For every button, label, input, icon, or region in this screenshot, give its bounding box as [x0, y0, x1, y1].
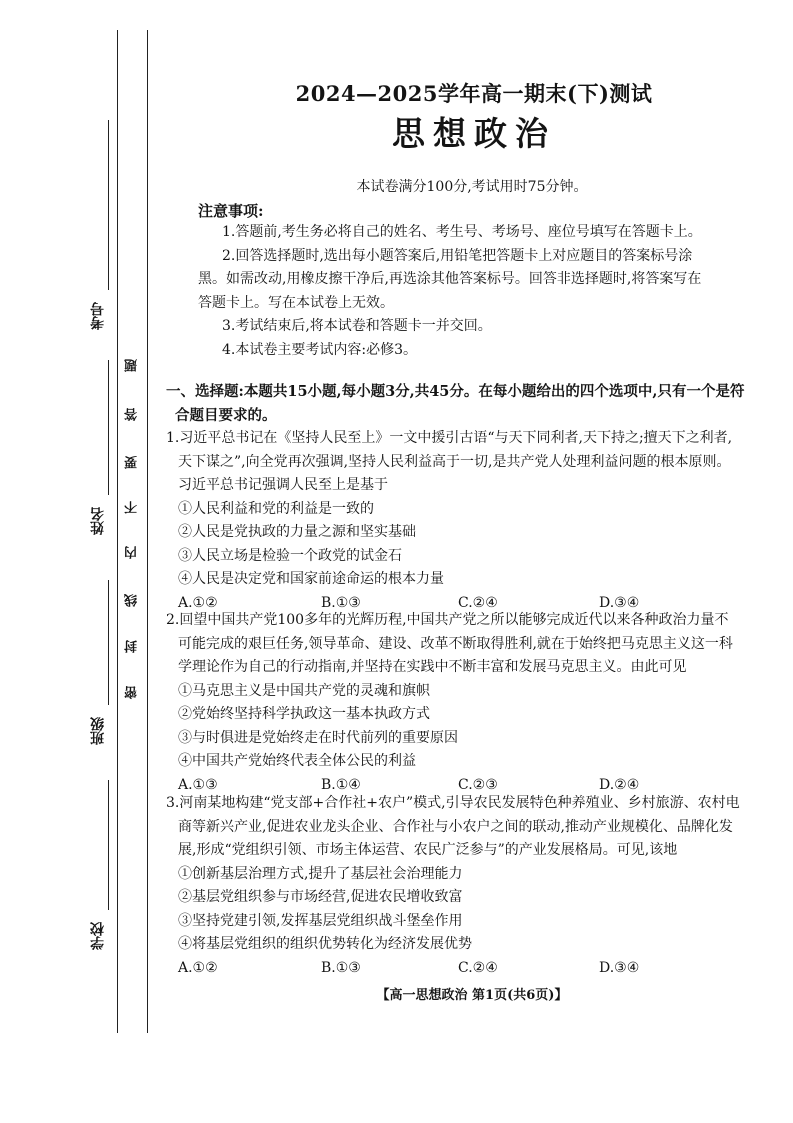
choice-b[interactable]: B.①③: [321, 959, 361, 976]
page-footer: 【高一思想政治 第1页(共6页)】: [376, 988, 568, 1003]
exam-number-underline: [108, 120, 109, 290]
class-underline: [108, 580, 109, 705]
question-stem: 3.河南某地构建“党支部+合作社+农户”模式,引导农民发展特色种养殖业、乡村旅游、农村电: [166, 795, 740, 811]
exam-number-label: 考号: [90, 302, 106, 330]
question-stem: 2.回望中国共产党100多年的光辉历程,中国共产党之所以能够完成近代以来各种政治力量不: [166, 612, 729, 628]
question-option: ①马克思主义是中国共产党的灵魂和旗帜: [178, 682, 430, 699]
question-stem: 学理论作为自己的行动指南,并坚持在实践中不断丰富和发展马克思主义。由此可见: [178, 659, 687, 675]
question-stem: 可能完成的艰巨任务,领导革命、建设、改革不断取得胜利,就在于始终把马克思主义这一科: [178, 635, 733, 652]
class-label: 班级: [90, 717, 106, 745]
exam-meta: 本试卷满分100分,考试用时75分钟。: [356, 179, 588, 195]
choice-c[interactable]: C.②④: [458, 959, 498, 976]
binding-strip: [0, 0, 150, 1123]
binding-line-inner: [147, 30, 148, 1033]
question-stem: 商等新兴产业,促进农业龙头企业、合作社与小农户之间的联动,推动产业规模化、品牌化发: [178, 818, 733, 835]
question-2: [166, 609, 778, 797]
choice-d[interactable]: D.③④: [599, 594, 640, 611]
notice-item-cont: 黑。如需改动,用橡皮擦干净后,再选涂其他答案标号。回答非选择题时,将答案写在: [198, 271, 702, 287]
question-option: ②基层党组织参与市场经营,促进农民增收致富: [178, 889, 463, 905]
question-stem: 展,形成“党组织引领、市场主体运营、农民广泛参与”的产业发展格局。可见,该地: [178, 842, 678, 858]
question-option: ④人民是决定党和国家前途命运的根本力量: [178, 571, 444, 587]
question-option: ①创新基层治理方式,提升了基层社会治理能力: [178, 865, 463, 882]
section-heading: [166, 380, 778, 427]
question-1: [166, 427, 778, 615]
notice-item: 3.考试结束后,将本试卷和答题卡一并交回。: [222, 318, 492, 334]
choice-c[interactable]: C.②③: [458, 776, 498, 793]
school-underline: [108, 780, 109, 910]
notice-item-cont: 答题卡上。写在本试卷上无效。: [198, 294, 394, 311]
seal-char: 线: [125, 594, 140, 607]
choice-a[interactable]: A.①③: [178, 776, 218, 793]
school-label: 学校: [90, 922, 106, 950]
question-option: ③人民立场是检验一个政党的试金石: [178, 547, 402, 564]
exam-title: 2024—2025学年高一期末(下)测试: [295, 81, 653, 106]
name-underline: [108, 360, 109, 495]
seal-char: 不: [125, 501, 140, 514]
question-option: ④将基层党组织的组织优势转化为经济发展优势: [178, 936, 472, 952]
question-option: ③坚持党建引领,发挥基层党组织战斗堡垒作用: [178, 912, 463, 929]
choice-d[interactable]: D.②④: [599, 776, 640, 793]
question-option: ④中国共产党始终代表全体公民的利益: [178, 753, 416, 769]
choice-b[interactable]: B.①④: [321, 776, 361, 793]
seal-char: 要: [125, 456, 140, 469]
choice-b[interactable]: B.①③: [321, 594, 361, 611]
question-stem: 习近平总书记强调人民至上是基于: [178, 477, 388, 493]
seal-char: 题: [125, 359, 140, 372]
question-option: ③与时俱进是党始终走在时代前列的重要原因: [178, 729, 458, 746]
question-option: ①人民利益和党的利益是一致的: [178, 500, 374, 517]
section-heading-line: 合题目要求的。: [175, 406, 277, 424]
section-heading-line: 一、选择题:本题共15小题,每小题3分,共45分。在每小题给出的四个选项中,只有一个是符: [166, 383, 745, 400]
notice-item: 2.回答选择题时,选出每小题答案后,用铅笔把答题卡上对应题目的答案标号涂: [222, 247, 693, 264]
exam-number-field[interactable]: [86, 120, 112, 330]
question-3: [166, 792, 778, 980]
question-option: ②人民是党执政的力量之源和坚实基础: [178, 524, 416, 540]
choice-a[interactable]: A.①②: [178, 959, 218, 976]
school-field[interactable]: [86, 780, 112, 950]
name-field[interactable]: [86, 360, 112, 535]
seal-char: 内: [125, 546, 140, 559]
question-option: ②党始终坚持科学执政这一基本执政方式: [178, 706, 430, 722]
seal-char: 密: [125, 686, 140, 699]
notice-item: 4.本试卷主要考试内容:必修3。: [222, 341, 417, 358]
choice-c[interactable]: C.②④: [458, 594, 498, 611]
seal-char: 答: [125, 408, 140, 421]
choice-d[interactable]: D.③④: [599, 959, 640, 976]
question-stem: 天下谋之”,向全党再次强调,坚持人民利益高于一切,是共产党人处理利益问题的根本原则。: [178, 453, 731, 470]
seal-char: 封: [125, 640, 140, 653]
subject-title: 思想政治: [392, 114, 556, 153]
question-stem: 1.习近平总书记在《坚持人民至上》一文中援引古语“与天下同利者,天下持之;擅天下之利者,: [166, 430, 733, 446]
choice-a[interactable]: A.①②: [178, 594, 218, 611]
notice-item: 1.答题前,考生务必将自己的姓名、考生号、考场号、座位号填写在答题卡上。: [222, 224, 702, 240]
class-field[interactable]: [86, 580, 112, 745]
answer-choices: [166, 957, 778, 981]
notice-list: [198, 221, 758, 362]
notice-heading: 注意事项:: [198, 202, 264, 220]
binding-line-outer: [117, 30, 118, 1033]
name-label: 姓名: [90, 507, 106, 535]
